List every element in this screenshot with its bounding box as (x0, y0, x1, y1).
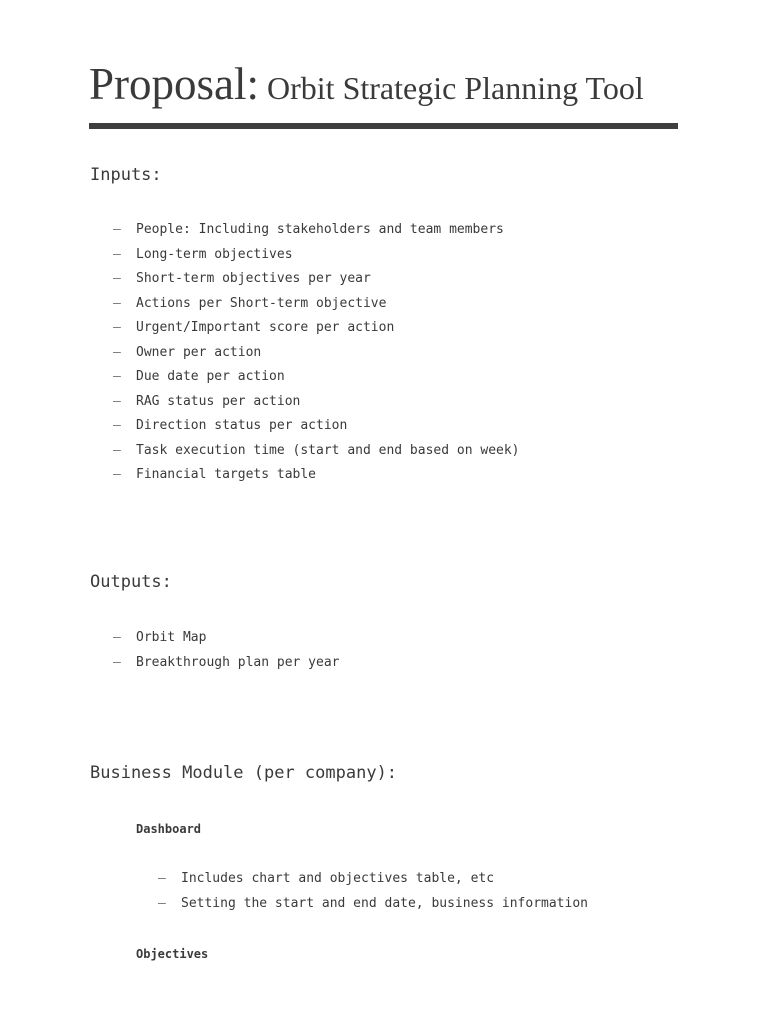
list-item: – Due date per action (136, 365, 520, 390)
list-item: – People: Including stakeholders and team members (136, 218, 520, 243)
bullet-dash: – (113, 320, 121, 335)
bullet-dash: – (113, 630, 121, 645)
dashboard-list (158, 867, 588, 916)
outputs-list (113, 626, 340, 675)
list-item: – RAG status per action (136, 390, 520, 415)
list-item: – Urgent/Important score per action (136, 316, 520, 341)
title-lead: Proposal: (89, 59, 260, 109)
list-item: – Actions per Short-term objective (136, 292, 520, 317)
title-rest: Orbit Strategic Planning Tool (267, 70, 644, 106)
list-item: – Long-term objectives (136, 243, 520, 268)
title-divider (89, 123, 678, 129)
list-item: – Setting the start and end date, business information (181, 892, 588, 917)
bullet-dash: – (113, 271, 121, 286)
inputs-list (113, 218, 520, 488)
list-item: – Direction status per action (136, 414, 520, 439)
list-item: – Financial targets table (136, 463, 520, 488)
bullet-dash: – (113, 246, 121, 262)
bullet-dash: – (113, 222, 121, 237)
bullet-dash: – (158, 871, 166, 886)
dashboard-subheading: Dashboard (136, 822, 202, 836)
bullet-dash: – (113, 442, 121, 458)
list-item: – Includes chart and objectives table, etc (181, 867, 588, 892)
inputs-heading: Inputs: (90, 165, 162, 185)
list-item: – Owner per action (136, 341, 520, 366)
bullet-dash: – (113, 418, 121, 433)
business-module-heading: Business Module (per company): (90, 763, 398, 783)
bullet-dash: – (113, 369, 121, 384)
list-item: – Orbit Map (136, 626, 340, 651)
bullet-dash: – (113, 344, 121, 360)
list-item: – Short-term objectives per year (136, 267, 520, 292)
list-item: – Breakthrough plan per year (136, 651, 340, 676)
outputs-heading: Outputs: (90, 572, 172, 592)
bullet-dash: – (113, 467, 121, 482)
page-title (89, 59, 644, 109)
list-item: – Task execution time (start and end based on week) (136, 439, 520, 464)
bullet-dash: – (113, 295, 121, 311)
bullet-dash: – (158, 895, 166, 911)
objectives-subheading: Objectives (136, 947, 209, 961)
bullet-dash: – (113, 393, 121, 409)
bullet-dash: – (113, 654, 121, 670)
